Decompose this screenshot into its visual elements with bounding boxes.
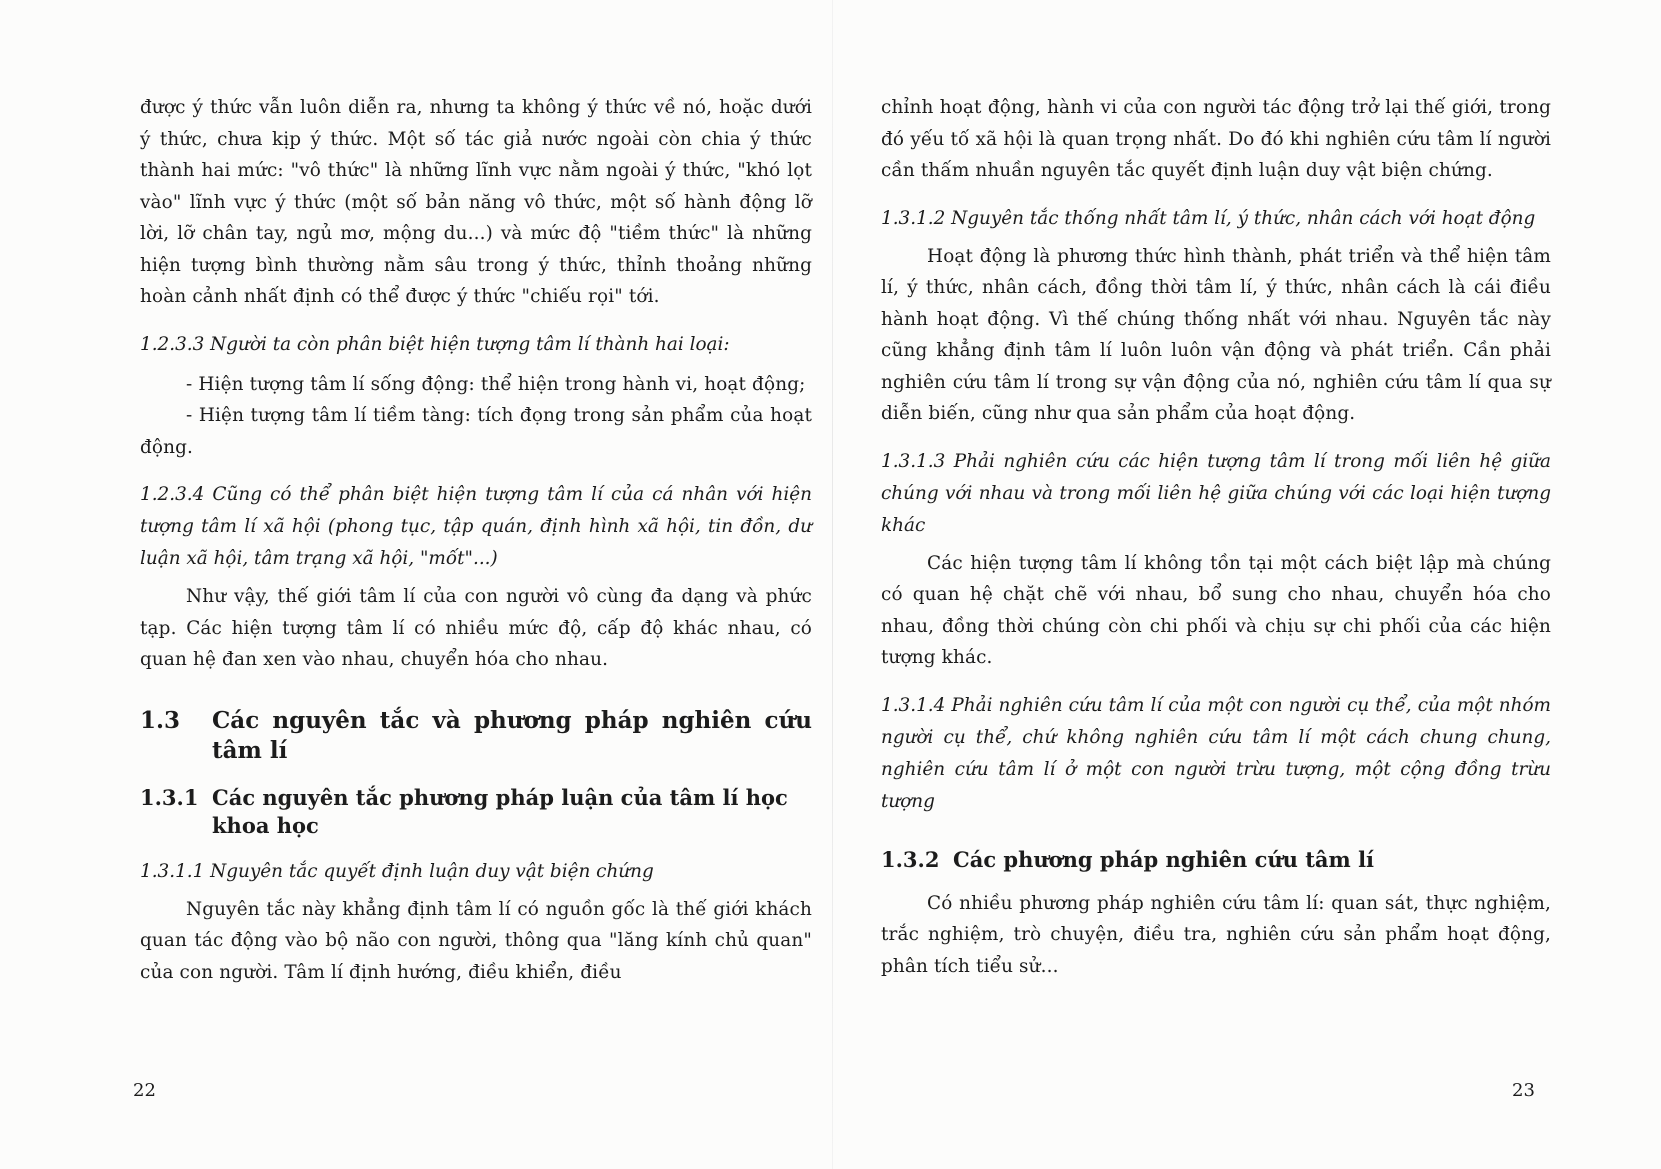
paragraph: Nguyên tắc này khẳng định tâm lí có nguồn gốc là thế giới khách quan tác động vào bộ não con người, thông qua "lăng kính chủ quan" của con người. Tâm lí định hướng, điều khiển, điều — [140, 898, 812, 983]
section-number: 1.3.2 — [881, 846, 940, 872]
section-heading-1-3-2 — [881, 846, 1551, 874]
section-number: 1.3.1 — [140, 784, 199, 810]
right-page-column — [881, 92, 1551, 982]
section-title: Các nguyên tắc và phương pháp nghiên cứu tâm lí — [212, 706, 812, 764]
section-heading-1-3 — [140, 706, 812, 766]
subsection-heading-1-3-1-1: 1.3.1.1 Nguyên tắc quyết định luận duy vật biện chứng — [140, 860, 654, 882]
page-number-left: 22 — [133, 1080, 156, 1101]
subsection-heading-1-3-1-3: 1.3.1.3 Phải nghiên cứu các hiện tượng tâm lí trong mối liên hệ giữa chúng với nhau và trong mối liên hệ giữa chúng với các loại hiện tượng khác — [881, 450, 1551, 536]
section-heading-1-3-1 — [140, 784, 812, 840]
right-page — [833, 0, 1661, 1169]
section-number: 1.3 — [140, 706, 181, 734]
paragraph: Các hiện tượng tâm lí không tồn tại một cách biệt lập mà chúng có quan hệ chặt chẽ với nhau, bổ sung cho nhau, chuyển hóa cho nhau, đồng thời chúng còn chi phối và chịu sự chi phối của các hiện tượng khác. — [881, 552, 1551, 668]
left-page-column — [140, 92, 812, 988]
paragraph: Có nhiều phương pháp nghiên cứu tâm lí: quan sát, thực nghiệm, trắc nghiệm, trò chuyện, điều tra, nghiên cứu sản phẩm hoạt động, phân tích tiểu sử... — [881, 892, 1551, 977]
paragraph: chỉnh hoạt động, hành vi của con người tác động trở lại thế giới, trong đó yếu tố xã hội là quan trọng nhất. Do đó khi nghiên cứu tâm lí người cần thấm nhuần nguyên tắc quyết định luận duy vật biện chứng. — [881, 97, 1551, 181]
section-title: Các nguyên tắc phương pháp luận của tâm lí học khoa học — [212, 784, 788, 838]
subsection-heading-1-3-1-4: 1.3.1.4 Phải nghiên cứu tâm lí của một con người cụ thể, của một nhóm người cụ thể, chứ không nghiên cứu tâm lí một cách chung chung, nghiên cứu tâm lí ở một con người trừu tượng, một cộng đồng trừu tượng — [881, 694, 1551, 812]
subsection-heading-1-2-3-3: 1.2.3.3 Người ta còn phân biệt hiện tượng tâm lí thành hai loại: — [140, 333, 730, 355]
paragraph: Hoạt động là phương thức hình thành, phát triển và thể hiện tâm lí, ý thức, nhân cách, đồng thời tâm lí, ý thức, nhân cách là cái điều hành hoạt động. Vì thế chúng thống nhất với nhau. Nguyên tắc này cũng khẳng định tâm lí luôn luôn vận động và phát triển. Cần phải nghiên cứu tâm lí trong sự vận động của nó, nghiên cứu tâm lí qua sự diễn biến, cũng như qua sản phẩm của hoạt động. — [881, 245, 1551, 424]
subsection-heading-1-2-3-4: 1.2.3.4 Cũng có thể phân biệt hiện tượng tâm lí của cá nhân với hiện tượng tâm lí xã hội (phong tục, tập quán, định hình xã hội, tin đồn, dư luận xã hội, tâm trạng xã hội, "mốt"...) — [140, 484, 812, 569]
bullet-item: - Hiện tượng tâm lí sống động: thể hiện trong hành vi, hoạt động; — [186, 373, 806, 395]
paragraph: được ý thức vẫn luôn diễn ra, nhưng ta không ý thức về nó, hoặc dưới ý thức, chưa kịp ý thức. Một số tác giả nước ngoài còn chia ý thức thành hai mức: "vô thức" là những lĩnh vực nằm ngoài ý thức, "khó lọt vào" lĩnh vực ý thức (một số bản năng vô thức, một số hành động lỡ lời, lỡ chân tay, ngủ mơ, mộng du...) và mức độ "tiềm thức" là những hiện tượng bình thường nằm sâu trong ý thức, thỉnh thoảng những hoàn cảnh nhất định có thể được ý thức "chiếu rọi" tới. — [140, 97, 812, 307]
section-title: Các phương pháp nghiên cứu tâm lí — [953, 846, 1375, 872]
bullet-item: - Hiện tượng tâm lí tiềm tàng: tích đọng trong sản phẩm của hoạt động. — [140, 405, 812, 458]
paragraph: Như vậy, thế giới tâm lí của con người vô cùng đa dạng và phức tạp. Các hiện tượng tâm lí có nhiều mức độ, cấp độ khác nhau, có quan hệ đan xen vào nhau, chuyển hóa cho nhau. — [140, 586, 812, 670]
subsection-heading-1-3-1-2: 1.3.1.2 Nguyên tắc thống nhất tâm lí, ý thức, nhân cách với hoạt động — [881, 207, 1536, 229]
page-number-right: 23 — [1512, 1080, 1535, 1101]
